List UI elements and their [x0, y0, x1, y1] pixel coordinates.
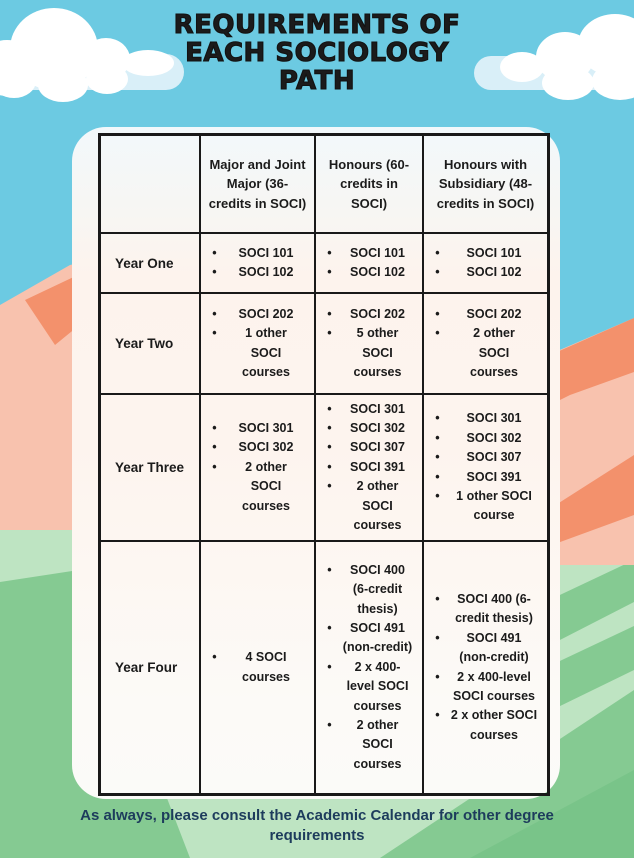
- course-text: SOCI 102: [350, 265, 405, 279]
- course-text: SOCI 202: [350, 306, 405, 321]
- course-item: [429, 668, 542, 707]
- course-text: SOCI 400 (6-credit thesis): [455, 592, 533, 626]
- cell-year-four-honours: [315, 541, 423, 794]
- course-text: 2 other SOCI courses: [353, 479, 402, 532]
- bullet-icon: [206, 648, 223, 667]
- course-item: [429, 487, 542, 526]
- course-text: SOCI 302: [350, 421, 405, 436]
- course-text: 2 other SOCI courses: [353, 717, 402, 771]
- bullet-icon: [321, 400, 338, 419]
- course-text: SOCI 102: [466, 265, 522, 279]
- course-item: [206, 324, 309, 382]
- cell-year-four-major: [200, 541, 315, 794]
- course-item: [206, 244, 309, 263]
- column-header-subsidiary: Honours with Subsidiary (48-credits in SOCI): [423, 135, 548, 233]
- course-text: 2 other SOCI courses: [242, 459, 290, 513]
- course-text: SOCI 302: [238, 440, 294, 455]
- course-item: [321, 658, 417, 716]
- bullet-icon: [429, 668, 446, 687]
- course-text: SOCI 307: [350, 440, 405, 455]
- cell-year-four-subsidiary: [423, 541, 548, 794]
- course-text: 2 x 400-level SOCI courses: [346, 659, 409, 713]
- bullet-icon: [429, 468, 446, 487]
- bullet-icon: [206, 263, 223, 282]
- row-label-year-three: Year Three: [100, 394, 200, 541]
- course-item: [429, 409, 542, 428]
- bullet-icon: [206, 419, 223, 438]
- course-text: SOCI 301: [238, 421, 294, 436]
- footer-note: As always, please consult the Academic Calendar for other degree requirements: [80, 807, 554, 845]
- course-text: SOCI 391: [466, 469, 522, 484]
- bullet-icon: [429, 263, 446, 282]
- bullet-icon: [429, 590, 446, 609]
- bullet-icon: [321, 419, 338, 438]
- column-header-blank: [100, 135, 200, 233]
- cell-year-one-subsidiary: [423, 233, 548, 293]
- course-text: 2 x other SOCI courses: [450, 708, 538, 742]
- title-line: REQUIREMENTS OF: [173, 10, 461, 40]
- course-item: [429, 629, 542, 668]
- course-text: SOCI 302: [466, 430, 522, 445]
- course-text: SOCI 202: [238, 306, 294, 321]
- cell-year-two-subsidiary: [423, 293, 548, 394]
- course-item: [321, 400, 417, 419]
- column-header-major: Major and Joint Major (36-credits in SOCI): [200, 135, 315, 233]
- bullet-icon: [321, 477, 338, 496]
- poster-title: [0, 12, 634, 95]
- course-item: [321, 305, 417, 324]
- bullet-icon: [429, 448, 446, 467]
- bullet-icon: [429, 706, 446, 725]
- bullet-icon: [321, 244, 338, 263]
- bullet-icon: [206, 305, 223, 324]
- course-text: 2 other SOCI courses: [470, 326, 518, 379]
- course-text: SOCI 391: [350, 459, 405, 474]
- bullet-icon: [321, 619, 338, 638]
- requirements-table: [98, 133, 550, 796]
- bullet-icon: [321, 263, 338, 282]
- course-item: [321, 561, 417, 619]
- course-text: SOCI 101: [466, 245, 522, 260]
- bullet-icon: [321, 438, 338, 457]
- course-text: SOCI 301: [466, 411, 522, 426]
- row-label-year-four: Year Four: [100, 541, 200, 794]
- bullet-icon: [206, 244, 223, 263]
- cell-year-three-subsidiary: [423, 394, 548, 541]
- cell-year-one-major: [200, 233, 315, 293]
- course-text: SOCI 301: [350, 401, 405, 416]
- course-item: [429, 590, 542, 629]
- course-item: [321, 244, 417, 263]
- bullet-icon: [321, 716, 338, 735]
- table-card: [72, 127, 560, 799]
- bullet-icon: [321, 324, 338, 343]
- course-item: [206, 438, 309, 457]
- title-line: EACH SOCIOLOGY: [185, 37, 449, 68]
- course-item: [206, 305, 309, 324]
- course-text: SOCI 491 (non-credit): [342, 621, 413, 655]
- course-text: 1 other SOCI courses: [242, 326, 290, 379]
- row-label-year-two: Year Two: [100, 293, 200, 394]
- cell-year-three-honours: [315, 394, 423, 541]
- bullet-icon: [321, 458, 338, 477]
- course-text: SOCI 202: [466, 306, 522, 321]
- bullet-icon: [429, 487, 446, 506]
- bullet-icon: [429, 244, 446, 263]
- bullet-icon: [321, 305, 338, 324]
- course-text: 1 other SOCI course: [456, 488, 532, 523]
- course-item: [429, 324, 542, 382]
- cell-year-two-honours: [315, 293, 423, 394]
- course-item: [321, 419, 417, 438]
- course-item: [206, 419, 309, 438]
- course-item: [429, 244, 542, 263]
- course-text: SOCI 101: [350, 245, 405, 260]
- cell-year-one-honours: [315, 233, 423, 293]
- bullet-icon: [429, 324, 446, 343]
- course-text: SOCI 307: [466, 450, 522, 465]
- course-text: 5 other SOCI courses: [353, 326, 402, 379]
- row-label-year-one: Year One: [100, 233, 200, 293]
- course-text: 2 x 400-level SOCI courses: [453, 669, 535, 703]
- column-header-honours: Honours (60-credits in SOCI): [315, 135, 423, 233]
- course-item: [429, 468, 542, 487]
- course-text: SOCI 101: [238, 245, 294, 260]
- course-item: [321, 716, 417, 774]
- course-item: [321, 619, 417, 658]
- course-text: SOCI 102: [238, 265, 294, 279]
- course-item: [321, 263, 417, 282]
- course-item: [206, 263, 309, 282]
- title-line: PATH: [278, 65, 356, 96]
- course-item: [429, 448, 542, 467]
- course-item: [429, 706, 542, 745]
- bullet-icon: [429, 429, 446, 448]
- course-item: [206, 648, 309, 687]
- course-item: [429, 429, 542, 448]
- cell-year-three-major: [200, 394, 315, 541]
- bullet-icon: [321, 561, 338, 580]
- course-item: [321, 438, 417, 457]
- course-text: SOCI 491 (non-credit): [459, 630, 529, 665]
- course-item: [206, 458, 309, 516]
- bullet-icon: [206, 324, 223, 343]
- bullet-icon: [206, 458, 223, 477]
- bullet-icon: [206, 438, 223, 457]
- course-item: [429, 305, 542, 324]
- course-text: 4 SOCI courses: [242, 650, 290, 684]
- course-item: [321, 458, 417, 477]
- course-item: [429, 263, 542, 282]
- cell-year-two-major: [200, 293, 315, 394]
- bullet-icon: [321, 658, 338, 677]
- bullet-icon: [429, 409, 446, 428]
- course-text: SOCI 400 (6-credit thesis): [350, 562, 405, 616]
- course-item: [321, 477, 417, 535]
- bullet-icon: [429, 629, 446, 648]
- bullet-icon: [429, 305, 446, 324]
- course-item: [321, 324, 417, 382]
